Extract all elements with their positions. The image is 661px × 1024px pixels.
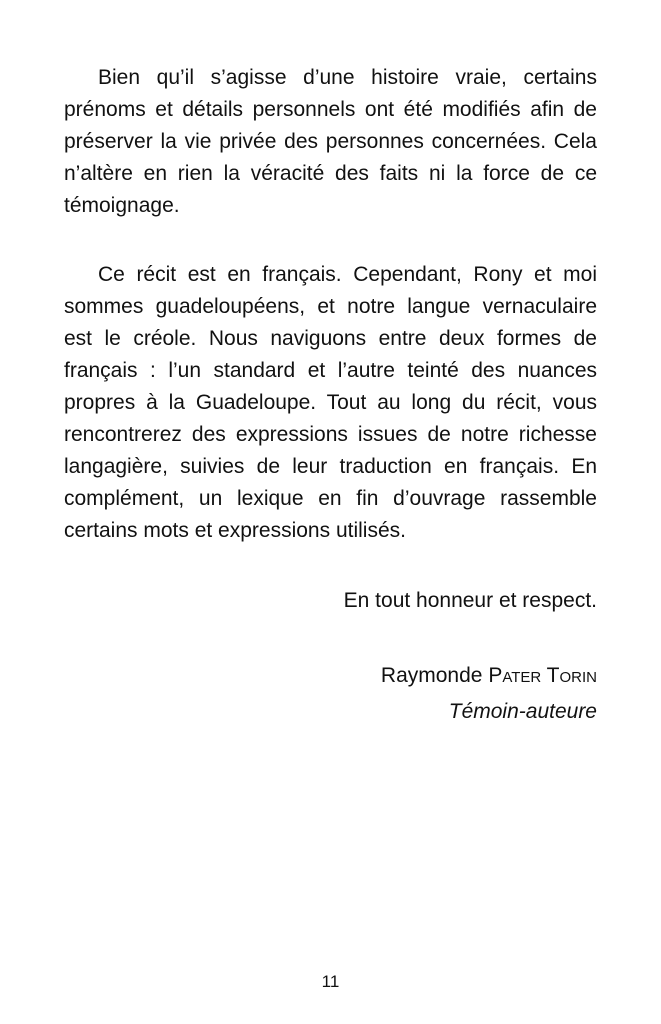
- author-name: [381, 660, 597, 692]
- author-last-name: Pater Torin: [488, 664, 597, 687]
- author-first-name: Raymonde: [380, 664, 483, 687]
- paragraph-text: Bien qu’il s’agisse d’une histoire vraie, certains prénoms et détails personnels ont été modifiés afin de préserver la vie privée des personnes concernées. Cela n’altère en rien la véracité des faits ni la force de ce témoignage.: [64, 66, 597, 217]
- paragraph-privacy-note: [64, 62, 597, 222]
- page-number: 11: [321, 972, 340, 991]
- paragraph-text: Ce récit est en français. Cependant, Rony et moi sommes guadeloupéens, et notre langue vernaculaire est le créole. Nous naviguons entre deux formes de français : l’un standard et l’autre teinté des nuances propres à la Guadeloupe. Tout au long du récit, vous rencontrerez des expressions issues de notre richesse langagière, suivies de leur traduction en français. En complément, un lexique en fin d’ouvrage rassemble certains mots et expressions utilisés.: [64, 263, 597, 542]
- closing-line: En tout honneur et respect.: [343, 589, 597, 612]
- paragraph-language-note: [64, 259, 597, 547]
- author-role: Témoin-auteure: [448, 700, 597, 723]
- signature-block: [381, 660, 597, 728]
